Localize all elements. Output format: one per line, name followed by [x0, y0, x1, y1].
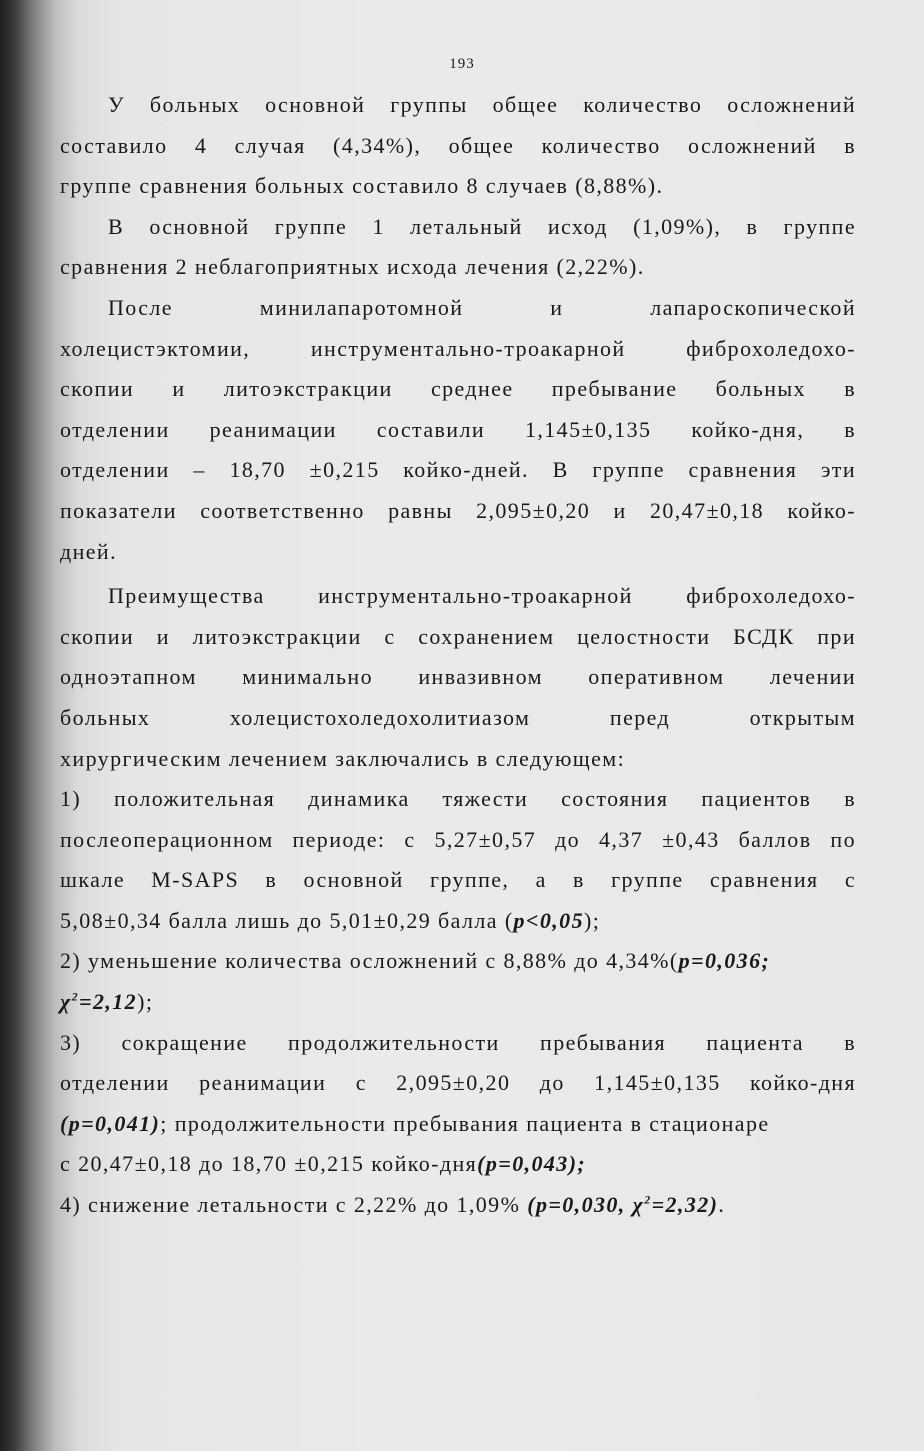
text-segment: );: [137, 989, 154, 1015]
text-segment: 5,08±0,34 балла лишь до 5,01±0,29 балла (: [60, 907, 514, 933]
text-line: сравнения 2 неблагоприятных исхода лечения (2,22%).: [60, 254, 645, 280]
page-number: 193: [449, 56, 475, 72]
text-line: больных холецистохоледохолитиазом перед открытым: [60, 704, 856, 730]
superscript: 2: [644, 1192, 652, 1207]
text-line: скопии и литоэкстракции с сохранением целостности БСДК при: [60, 623, 856, 649]
text-line: составило 4 случая (4,34%), общее количество осложнений в: [60, 132, 856, 158]
text-line: одноэтапном минимально инвазивном оперативном лечении: [60, 664, 856, 690]
text-line: шкале M-SAPS в основной группе, а в группе сравнения с: [60, 867, 856, 893]
chi-value: =2,32): [651, 1192, 719, 1218]
p-value: (p=0,043);: [477, 1151, 587, 1177]
text-line: холецистэктомии, инструментально-троакарной фиброхоледохо-: [60, 335, 856, 361]
p-value: (p=0,030, χ: [527, 1192, 645, 1218]
text-line: У больных основной группы общее количество осложнений: [108, 92, 856, 117]
text-segment: с 20,47±0,18 до 18,70 ±0,215 койко-дня: [60, 1151, 478, 1177]
text-line: отделении – 18,70 ±0,215 койко-дней. В группе сравнения эти: [60, 457, 856, 483]
text-line: [60, 1185, 856, 1226]
text-line: дней.: [60, 538, 118, 564]
text-line: В основной группе 1 летальный исход (1,09%), в группе: [108, 213, 856, 239]
text-line: послеоперационном периоде: с 5,27±0,57 до 4,37 ±0,43 баллов по: [60, 826, 856, 852]
superscript: 2: [71, 989, 80, 1004]
text-segment: 2) уменьшение количества осложнений с 8,88% до 4,34%(: [60, 948, 679, 974]
text-line: [60, 982, 856, 1023]
p-value: (p=0,041): [60, 1110, 161, 1136]
text-line: 3) сокращение продолжительности пребывания пациента в: [60, 1029, 856, 1055]
text-line: показатели соответственно равны 2,095±0,20 и 20,47±0,18 койко-: [60, 497, 856, 523]
text-segment: );: [583, 907, 601, 933]
text-line: [60, 1144, 856, 1185]
text-line: скопии и литоэкстракции среднее пребывание больных в: [60, 376, 856, 402]
chi-value: =2,12: [79, 989, 138, 1015]
p-value: p=0,036;: [678, 948, 771, 974]
chi-symbol: χ: [60, 989, 72, 1015]
text-line: [60, 901, 856, 942]
text-line: отделении реанимации составили 1,145±0,135 койко-дня, в: [60, 416, 856, 442]
text-segment: 4) снижение летальности с 2,22% до 1,09%: [60, 1192, 528, 1218]
text-segment: ; продолжительности пребывания пациента в стационаре: [160, 1110, 770, 1136]
text-line: Преимущества инструментально-троакарной фиброхоледохо-: [108, 583, 856, 609]
text-line: [60, 1104, 856, 1145]
text-segment: .: [718, 1192, 726, 1218]
text-line: группе сравнения больных составило 8 случаев (8,88%).: [60, 173, 664, 199]
text-line: отделении реанимации с 2,095±0,20 до 1,145±0,135 койко-дня: [60, 1070, 856, 1096]
text-line: После минилапаротомной и лапароскопической: [108, 294, 856, 320]
text-line: [60, 941, 856, 982]
p-value: p<0,05: [513, 907, 584, 933]
text-line: хирургическим лечением заключались в следующем:: [60, 745, 626, 771]
text-line: 1) положительная динамика тяжести состояния пациентов в: [60, 786, 856, 812]
body-text: [60, 85, 856, 1226]
